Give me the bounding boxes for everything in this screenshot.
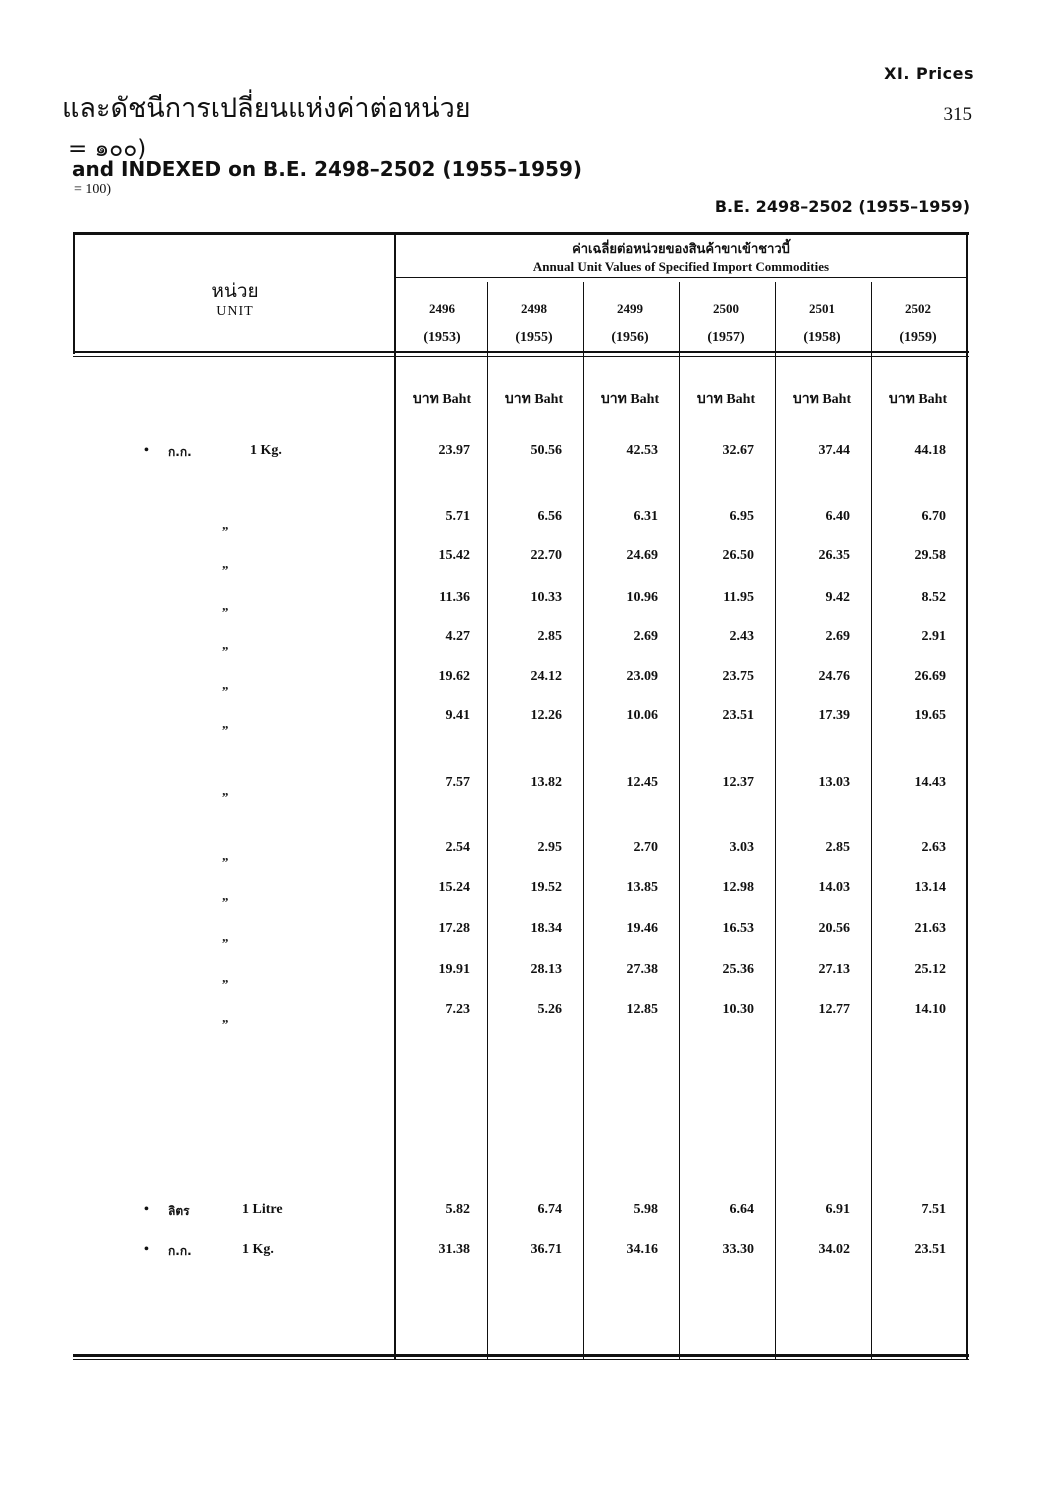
table-cell-value: 26.69 (914, 669, 946, 684)
ditto-mark: „ (222, 556, 229, 571)
table-cell-value: 3.03 (729, 840, 754, 855)
english-subtitle: = 100) (74, 182, 112, 197)
table-top-rule (73, 232, 969, 235)
table-cell-value: 17.28 (438, 921, 470, 936)
unit-thai: ก.ก. (168, 1244, 192, 1258)
table-cell-value: 5.26 (537, 1002, 562, 1017)
table-cell-value: 12.37 (722, 775, 754, 790)
table-cell-value: 24.76 (818, 669, 850, 684)
table-cell-value: 50.56 (530, 443, 562, 458)
table-cell-value: 6.74 (537, 1202, 562, 1217)
page-number: 315 (943, 104, 972, 125)
table-cell-value: 21.63 (914, 921, 946, 936)
ditto-mark: „ (222, 517, 229, 532)
table-cell-value: 10.96 (626, 590, 658, 605)
table-bottom-rule-2 (73, 1359, 969, 1360)
year-ce: (1956) (611, 330, 649, 345)
table-cell-value: 14.43 (914, 775, 946, 790)
table-cell-value: 5.82 (445, 1202, 470, 1217)
ditto-mark: „ (222, 848, 229, 863)
table-cell-value: 34.02 (818, 1242, 850, 1257)
currency-label: บาท Baht (600, 392, 660, 407)
table-cell-value: 2.54 (445, 840, 470, 855)
ditto-mark: „ (222, 970, 229, 985)
table-cell-value: 18.34 (530, 921, 562, 936)
table-cell-value: 9.41 (445, 708, 470, 723)
table-cell-value: 19.65 (914, 708, 946, 723)
table-cell-value: 6.95 (729, 509, 754, 524)
table-cell-value: 32.67 (722, 443, 754, 458)
table-cell-value: 12.26 (530, 708, 562, 723)
unit-thai: ลิตร (168, 1204, 190, 1218)
table-cell-value: 6.56 (537, 509, 562, 524)
table-cell-value: 13.82 (530, 775, 562, 790)
table-cell-value: 6.91 (825, 1202, 850, 1217)
table-cell-value: 13.03 (818, 775, 850, 790)
table-cell-value: 23.51 (722, 708, 754, 723)
table-cell-value: 44.18 (914, 443, 946, 458)
table-cell-value: 25.36 (722, 962, 754, 977)
bullet-marker: • (144, 443, 149, 458)
table-cell-value: 7.51 (921, 1202, 946, 1217)
table-bottom-rule (73, 1354, 969, 1357)
year-ce: (1959) (899, 330, 937, 345)
span-header-thai: ค่าเฉลี่ยต่อหน่วยของสินค้าขาเข้าชาวบี้ (572, 242, 790, 257)
table-cell-value: 27.38 (626, 962, 658, 977)
unit-header-english: UNIT (216, 304, 254, 319)
table-cell-value: 24.69 (626, 548, 658, 563)
span-header-rule (396, 277, 966, 278)
span-header-english: Annual Unit Values of Specified Import Commodities (532, 259, 830, 274)
table-cell-value: 4.27 (445, 629, 470, 644)
table-cell-value: 42.53 (626, 443, 658, 458)
unit-thai: ก.ก. (168, 445, 192, 459)
table-right-border (966, 232, 968, 1360)
table-cell-value: 15.24 (438, 880, 470, 895)
section-label: XI. Prices (884, 64, 974, 83)
year-ce: (1955) (515, 330, 553, 345)
table-cell-value: 2.69 (633, 629, 658, 644)
table-cell-value: 12.98 (722, 880, 754, 895)
table-cell-value: 12.45 (626, 775, 658, 790)
table-cell-value: 29.58 (914, 548, 946, 563)
table-cell-value: 2.69 (825, 629, 850, 644)
table-cell-value: 11.36 (439, 590, 470, 605)
table-cell-value: 2.43 (729, 629, 754, 644)
table-cell-value: 25.12 (914, 962, 946, 977)
table-cell-value: 22.70 (530, 548, 562, 563)
currency-label: บาท Baht (504, 392, 564, 407)
table-cell-value: 17.39 (818, 708, 850, 723)
table-cell-value: 23.09 (626, 669, 658, 684)
table-cell-value: 6.64 (729, 1202, 754, 1217)
year-be: 2501 (809, 301, 835, 316)
table-cell-value: 19.52 (530, 880, 562, 895)
table-cell-value: 20.56 (818, 921, 850, 936)
table-cell-value: 9.42 (825, 590, 850, 605)
year-be: 2499 (617, 301, 643, 316)
table-cell-value: 34.16 (626, 1242, 658, 1257)
table-cell-value: 28.13 (530, 962, 562, 977)
table-cell-value: 6.70 (921, 509, 946, 524)
table-cell-value: 26.35 (818, 548, 850, 563)
table-cell-value: 10.06 (626, 708, 658, 723)
thai-subtitle: = ๑๐๐) (68, 136, 147, 162)
unit-english: 1 Litre (242, 1202, 283, 1217)
ditto-mark: „ (222, 637, 229, 652)
english-title: and INDEXED on B.E. 2498–2502 (1955–1959) (72, 157, 583, 181)
table-cell-value: 16.53 (722, 921, 754, 936)
table-cell-value: 2.91 (921, 629, 946, 644)
table-cell-value: 23.51 (914, 1242, 946, 1257)
header-bottom-rule (73, 351, 969, 353)
table-cell-value: 11.95 (723, 590, 754, 605)
table-cell-value: 6.31 (633, 509, 658, 524)
header-bottom-rule-2 (73, 356, 969, 357)
ditto-mark: „ (222, 598, 229, 613)
table-cell-value: 26.50 (722, 548, 754, 563)
year-be: 2500 (713, 301, 739, 316)
ditto-mark: „ (222, 716, 229, 731)
table-cell-value: 2.85 (825, 840, 850, 855)
table-cell-value: 33.30 (722, 1242, 754, 1257)
year-be: 2498 (521, 301, 547, 316)
table-cell-value: 31.38 (438, 1242, 470, 1257)
table-cell-value: 10.30 (722, 1002, 754, 1017)
table-cell-value: 5.98 (633, 1202, 658, 1217)
table-cell-value: 24.12 (530, 669, 562, 684)
year-ce: (1953) (423, 330, 461, 345)
table-cell-value: 19.91 (438, 962, 470, 977)
ditto-mark: „ (222, 1010, 229, 1025)
table-cell-value: 2.70 (633, 840, 658, 855)
table-cell-value: 12.85 (626, 1002, 658, 1017)
ditto-mark: „ (222, 888, 229, 903)
year-be: 2496 (429, 301, 455, 316)
table-cell-value: 2.95 (537, 840, 562, 855)
table-cell-value: 36.71 (530, 1242, 562, 1257)
year-ce: (1957) (707, 330, 745, 345)
table-cell-value: 7.23 (445, 1002, 470, 1017)
table-cell-value: 10.33 (530, 590, 562, 605)
period-label: B.E. 2498–2502 (1955–1959) (714, 197, 970, 216)
ditto-mark: „ (222, 783, 229, 798)
table-cell-value: 37.44 (818, 443, 850, 458)
table-cell-value: 12.77 (818, 1002, 850, 1017)
currency-label: บาท Baht (412, 392, 472, 407)
unit-header-thai: หน่วย (211, 280, 259, 302)
table-cell-value: 2.63 (921, 840, 946, 855)
table-cell-value: 13.85 (626, 880, 658, 895)
table-cell-value: 2.85 (537, 629, 562, 644)
table-cell-value: 27.13 (818, 962, 850, 977)
table-cell-value: 23.97 (438, 443, 470, 458)
table-cell-value: 7.57 (445, 775, 470, 790)
year-ce: (1958) (803, 330, 841, 345)
table-cell-value: 15.42 (438, 548, 470, 563)
bullet-marker: • (144, 1242, 149, 1257)
currency-label: บาท Baht (888, 392, 948, 407)
table-cell-value: 19.62 (438, 669, 470, 684)
table-cell-value: 14.03 (818, 880, 850, 895)
table-cell-value: 23.75 (722, 669, 754, 684)
bullet-marker: • (144, 1202, 149, 1217)
year-be: 2502 (905, 301, 931, 316)
thai-title: และดัชนีการเปลี่ยนแห่งค่าต่อหน่วย (62, 93, 471, 124)
table-cell-value: 5.71 (445, 509, 470, 524)
table-cell-value: 13.14 (914, 880, 946, 895)
table-cell-value: 14.10 (914, 1002, 946, 1017)
table-cell-value: 6.40 (825, 509, 850, 524)
unit-english: 1 Kg. (242, 1242, 274, 1257)
currency-label: บาท Baht (792, 392, 852, 407)
unit-english: 1 Kg. (250, 443, 282, 458)
table-cell-value: 19.46 (626, 921, 658, 936)
ditto-mark: „ (222, 677, 229, 692)
table-cell-value: 8.52 (921, 590, 946, 605)
currency-label: บาท Baht (696, 392, 756, 407)
ditto-mark: „ (222, 929, 229, 944)
